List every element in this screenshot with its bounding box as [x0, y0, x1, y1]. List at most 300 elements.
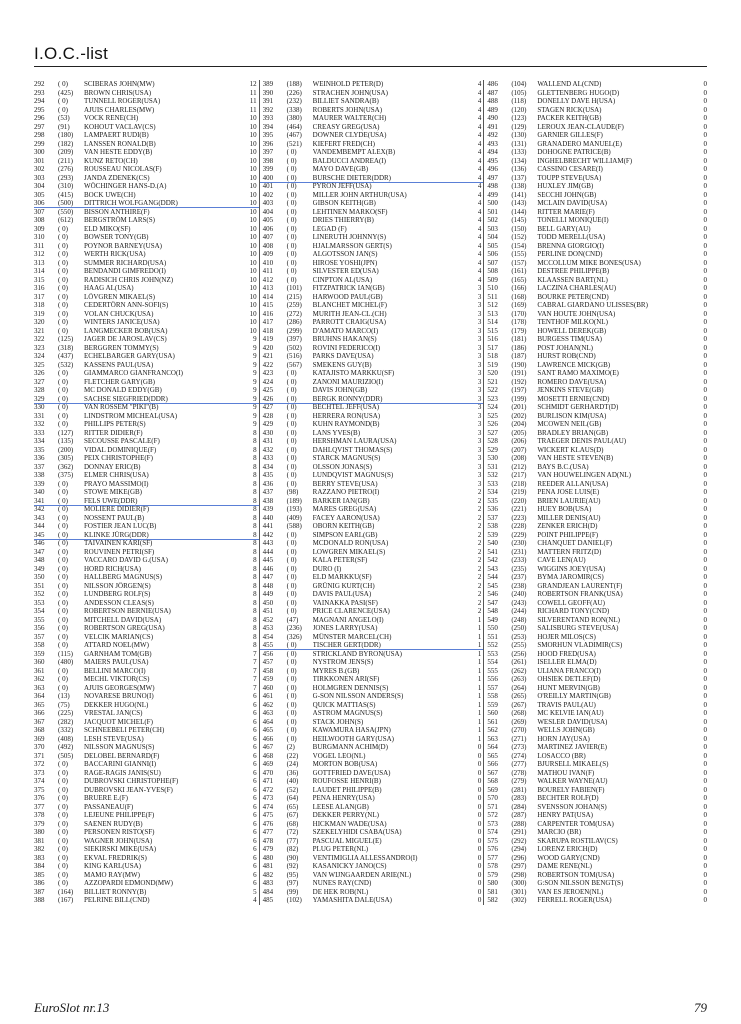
ranking-rank: 580 — [487, 879, 498, 887]
ranking-row — [263, 250, 482, 259]
ranking-rank: 358 — [34, 641, 45, 649]
ranking-name: VIDAL DOMINIQUE(F) — [84, 445, 157, 454]
ranking-name: KLAASSEN BART(NL) — [537, 275, 608, 284]
ranking-score: 8 — [253, 581, 257, 590]
ranking-row — [263, 199, 482, 208]
ranking-rank: 352 — [34, 590, 45, 598]
ranking-score: 0 — [477, 760, 482, 768]
ranking-name: VAINAKKA PASI(SF) — [312, 598, 378, 607]
ranking-row — [263, 89, 482, 98]
ranking-prev: ( 0) — [286, 658, 297, 666]
ranking-prev: (464) — [286, 122, 302, 131]
ranking-row — [34, 131, 257, 140]
ranking-score: 8 — [253, 445, 257, 454]
ranking-score: 3 — [477, 403, 482, 411]
ranking-row — [487, 123, 707, 132]
ranking-score: 0 — [703, 165, 707, 173]
ranking-row — [263, 463, 482, 472]
ranking-prev: (267) — [511, 700, 527, 709]
ranking-row — [263, 633, 482, 642]
ranking-row — [263, 488, 482, 497]
ranking-rank: 574 — [487, 828, 498, 836]
ranking-prev: (269) — [511, 717, 527, 726]
ranking-score: 8 — [253, 437, 257, 445]
ranking-rank: 581 — [487, 887, 498, 896]
ranking-row — [34, 658, 257, 667]
ranking-score: 0 — [703, 726, 707, 734]
ranking-prev: (134) — [511, 156, 527, 165]
ranking-score: 3 — [477, 462, 482, 471]
ranking-row — [487, 726, 707, 735]
ranking-name: KING KARL(USA) — [84, 862, 141, 870]
ranking-rank: 365 — [34, 700, 45, 709]
ranking-row — [263, 599, 482, 608]
ranking-rank: 410 — [262, 258, 274, 267]
ranking-row — [263, 879, 482, 888]
ranking-score: 6 — [253, 726, 257, 734]
ranking-prev: (298) — [511, 870, 527, 879]
ranking-row — [34, 361, 257, 370]
ranking-rank: 351 — [34, 581, 45, 590]
ranking-score: 0 — [703, 649, 707, 658]
ranking-rank: 487 — [487, 88, 498, 97]
ranking-name: PARKS DAVE(USA) — [312, 352, 374, 360]
ranking-prev: ( 0) — [286, 641, 297, 649]
ranking-rank: 495 — [487, 156, 498, 165]
ranking-row — [487, 786, 707, 795]
ranking-prev: (133) — [511, 148, 527, 156]
ranking-prev: ( 0) — [58, 794, 68, 802]
ranking-row — [34, 650, 257, 659]
ranking-prev: (191) — [511, 369, 527, 377]
ranking-rank: 503 — [487, 224, 498, 233]
ranking-rank: 349 — [34, 564, 45, 573]
ranking-name: VANDEMBEMPT ALEX(B) — [312, 148, 396, 156]
ranking-name: BURSCHE DIETER(DDR) — [312, 173, 392, 182]
ranking-rank: 367 — [34, 717, 45, 726]
ranking-score: 1 — [477, 632, 482, 641]
ranking-name: BISSON ANTHIRE(F) — [84, 207, 150, 216]
ranking-row — [34, 89, 257, 98]
ranking-name: HOLMGREN DENNIS(S) — [312, 683, 389, 692]
ranking-row — [34, 735, 257, 744]
ranking-row — [487, 735, 707, 744]
ranking-rank: 323 — [34, 343, 45, 352]
ranking-rank: 462 — [262, 700, 274, 709]
ranking-name: INGHELBRECHT WILLIAM(F) — [537, 156, 633, 165]
ranking-rank: 299 — [34, 139, 45, 148]
ranking-name: BECHTER ROLF(D) — [537, 794, 599, 802]
ranking-name: HARWOOD PAUL(GB) — [312, 292, 383, 301]
ranking-name: BOWSER TONY(GB) — [84, 233, 149, 241]
ranking-prev: (480) — [58, 658, 74, 666]
ranking-score: 6 — [253, 879, 257, 887]
ranking-rank: 528 — [487, 437, 498, 445]
ranking-prev: (235) — [511, 564, 527, 573]
ranking-row — [34, 624, 257, 633]
ranking-row — [487, 505, 707, 514]
highlight-line — [260, 182, 484, 183]
ranking-rank: 304 — [34, 182, 45, 190]
ranking-score: 0 — [703, 352, 707, 360]
ranking-name: STARCK MAGNUS(S) — [312, 454, 381, 462]
ranking-score: 10 — [249, 156, 257, 165]
ranking-score: 6 — [253, 777, 257, 785]
ranking-name: MCLAIN DAVID(USA) — [537, 199, 608, 207]
ranking-name: GLETTENBERG HUGO(D) — [537, 88, 620, 97]
ranking-prev: (178) — [511, 318, 527, 326]
ranking-rank: 461 — [262, 692, 274, 700]
ranking-name: COWELL GEOFF(AU) — [537, 598, 605, 607]
ranking-prev: (218) — [511, 479, 527, 488]
ranking-rank: 507 — [487, 258, 498, 267]
ranking-score: 0 — [703, 199, 707, 207]
ranking-row — [487, 633, 707, 642]
ranking-prev: (123) — [511, 114, 527, 122]
ranking-name: VAN HESTE EDDY(B) — [84, 148, 153, 156]
ranking-name: PENA HENRY(USA) — [312, 794, 375, 802]
ranking-score: 0 — [703, 173, 707, 182]
ranking-row — [487, 140, 707, 149]
ranking-score: 0 — [703, 97, 707, 105]
ranking-rank: 381 — [34, 836, 45, 845]
ranking-name: GOTTFRIED DAVE(USA) — [312, 768, 391, 777]
ranking-name: KLINKE JÜRG(DDR) — [84, 530, 149, 539]
ranking-prev: (118) — [511, 97, 527, 105]
ranking-score: 10 — [249, 216, 257, 224]
ranking-score: 3 — [477, 428, 482, 437]
ranking-prev: (263) — [511, 675, 527, 683]
ranking-name: FITZPATRICK IAN(GB) — [312, 284, 385, 292]
ranking-score: 4 — [477, 207, 482, 216]
ranking-score: 2 — [477, 590, 482, 598]
ranking-score: 4 — [253, 896, 257, 904]
ranking-rank: 548 — [487, 607, 498, 615]
ranking-rank: 456 — [262, 649, 274, 658]
ranking-score: 4 — [477, 258, 482, 267]
ranking-name: ULIANA FRANCO(I) — [537, 666, 601, 675]
ranking-name: PYRON JEFF(USA) — [312, 182, 372, 190]
ranking-prev: (90) — [286, 853, 299, 862]
ranking-row — [34, 233, 257, 242]
ranking-score: 4 — [477, 122, 482, 131]
ranking-name: SECOUSSE PASCALE(F) — [84, 437, 160, 445]
ranking-row — [487, 89, 707, 98]
ranking-rank: 292 — [34, 80, 45, 88]
ranking-score: 2 — [477, 573, 482, 581]
ranking-prev: (223) — [511, 513, 527, 522]
ranking-name: STRICKLAND BYRON(USA) — [312, 649, 402, 658]
ranking-name: DOHOGNE PATRICE(B) — [537, 148, 611, 156]
ranking-prev: ( 0) — [58, 275, 68, 284]
ranking-score: 1 — [477, 692, 482, 700]
ranking-name: VOCK RENE(CH) — [84, 114, 139, 122]
ranking-score: 6 — [253, 811, 257, 819]
ranking-prev: (188) — [286, 80, 302, 88]
ranking-rank: 551 — [487, 632, 498, 641]
ranking-rank: 473 — [262, 794, 274, 802]
ranking-name: WIGGINS JOEY(USA) — [537, 564, 606, 573]
ranking-name: BJURSELL MIKAEL(S) — [537, 760, 609, 768]
ranking-rank: 346 — [34, 539, 45, 547]
ranking-name: MC KELVIE IAN(AU) — [537, 709, 604, 717]
ranking-rank: 339 — [34, 479, 45, 488]
ranking-prev: (375) — [58, 471, 74, 479]
ranking-name: PERSONEN RISTO(SF) — [84, 828, 155, 836]
ranking-score: 10 — [249, 309, 257, 318]
ranking-row — [34, 165, 257, 174]
ranking-prev: (36) — [286, 768, 299, 777]
ranking-prev: (211) — [58, 156, 73, 165]
ranking-prev: ( 0) — [58, 403, 68, 411]
ranking-rank: 496 — [487, 165, 498, 173]
ranking-name: ROBERTSON BERNIE(USA) — [84, 607, 171, 615]
ranking-score: 0 — [703, 420, 707, 428]
ranking-row — [487, 582, 707, 591]
ranking-row — [263, 896, 482, 905]
ranking-name: WALKER WAYNE(AU) — [537, 777, 608, 785]
ranking-prev: ( 0) — [58, 292, 68, 301]
ranking-prev: (180) — [58, 131, 74, 139]
ranking-rank: 489 — [487, 105, 498, 114]
ranking-rank: 375 — [34, 785, 45, 794]
ranking-rank: 490 — [487, 114, 498, 122]
ranking-score: 0 — [703, 105, 707, 114]
ranking-prev: (207) — [511, 445, 527, 454]
ranking-name: STRACHEN JOHN(USA) — [312, 88, 388, 97]
ranking-prev: ( 0) — [286, 556, 297, 564]
ranking-name: VOGEL LEO(NL) — [312, 751, 366, 760]
ranking-rank: 501 — [487, 207, 498, 216]
ranking-name: VAN HOUWELINGEN AD(NL) — [537, 471, 631, 479]
ranking-name: CASSINO CESARE(I) — [537, 165, 603, 173]
ranking-name: RAGE-RAGIS JANIS(SU) — [84, 768, 161, 777]
ranking-prev: ( 0) — [286, 148, 297, 156]
ranking-name: SALISBURG STEVE(USA) — [537, 624, 619, 632]
page-title: I.O.C.-list — [34, 44, 109, 63]
ranking-score: 8 — [253, 598, 257, 607]
ranking-score: 8 — [253, 479, 257, 488]
ranking-column-2 — [260, 80, 485, 905]
highlight-line — [260, 649, 484, 650]
ranking-rank: 374 — [34, 777, 45, 785]
ranking-row — [263, 709, 482, 718]
ranking-row — [34, 701, 257, 710]
ranking-name: DAHLQVIST THOMAS(S) — [312, 445, 393, 454]
ranking-name: PRICE CLARENCE(USA) — [312, 607, 390, 615]
ranking-name: BRENNA GIORGIO(I) — [537, 241, 605, 250]
ranking-name: VENTIMIGLIA ALLESSANDRO(I) — [312, 853, 418, 862]
ranking-name: LORENZ ERICH(D) — [537, 845, 598, 853]
ranking-name: QUICK MATTIAS(S) — [312, 700, 376, 709]
ranking-row — [263, 208, 482, 217]
ranking-prev: (296) — [511, 853, 527, 862]
ranking-score: 0 — [703, 564, 707, 573]
ranking-rank: 555 — [487, 666, 498, 675]
ranking-name: DUBROVSKI CHRISTOPHE(F) — [84, 777, 179, 785]
ranking-prev: (255) — [511, 641, 527, 649]
ranking-prev: (91) — [58, 122, 70, 131]
ranking-name: HORD RICH(USA) — [84, 564, 141, 573]
ranking-score: 4 — [477, 173, 482, 182]
ranking-prev: (380) — [286, 114, 302, 122]
ranking-row — [263, 80, 482, 89]
ranking-rank: 494 — [487, 148, 498, 156]
ranking-name: ROBERTSON TOM(USA) — [537, 870, 615, 879]
ranking-row — [34, 114, 257, 123]
ranking-rank: 422 — [262, 360, 274, 369]
ranking-score: 10 — [249, 233, 257, 241]
ranking-name: LAUDET PHILIPPE(B) — [312, 785, 382, 794]
ranking-rank: 564 — [487, 743, 498, 751]
ranking-name: MAGNANI ANGELO(I) — [312, 615, 384, 624]
ranking-prev: ( 0) — [58, 564, 68, 573]
ranking-row — [487, 446, 707, 455]
ranking-rank: 536 — [487, 505, 498, 513]
ranking-rank: 310 — [34, 233, 45, 241]
ranking-row — [263, 786, 482, 795]
ranking-row — [487, 259, 707, 268]
ranking-score: 4 — [477, 139, 482, 148]
ranking-name: DOWNER CLYDE(USA) — [312, 131, 387, 139]
ranking-name: MARCIO (BR) — [537, 828, 582, 836]
ranking-row — [487, 896, 707, 905]
ranking-score: 0 — [703, 394, 707, 403]
ranking-rank: 523 — [487, 394, 498, 403]
ranking-rank: 429 — [262, 420, 274, 428]
ranking-name: HUEY BOB(USA) — [537, 505, 592, 513]
ranking-prev: (505) — [58, 751, 74, 760]
ranking-name: MAMO RAY(MW) — [84, 870, 140, 879]
ranking-name: MAYO DAVE(GB) — [312, 165, 369, 173]
ranking-name: ALGOTSSON JAN(S) — [312, 250, 378, 258]
ranking-name: BILLIET SANDRA(B) — [312, 97, 379, 105]
ranking-name: ASTROM MAGNUS(S) — [312, 709, 383, 717]
ranking-prev: (612) — [58, 216, 74, 224]
ranking-rank: 433 — [262, 454, 274, 462]
ranking-prev: ( 0) — [58, 224, 68, 233]
ranking-score: 0 — [703, 768, 707, 777]
ranking-name: HEILWOOTH GARY(USA) — [312, 734, 394, 743]
ranking-prev: ( 0) — [286, 717, 297, 726]
ranking-row — [34, 446, 257, 455]
ranking-prev: (65) — [286, 802, 299, 811]
ranking-score: 0 — [703, 641, 707, 649]
ranking-name: LANS YVES(B) — [312, 428, 361, 437]
ranking-rank: 465 — [262, 726, 274, 734]
ranking-prev: ( 0) — [286, 530, 297, 539]
ranking-prev: ( 0) — [58, 326, 68, 335]
ranking-prev: (104) — [511, 80, 527, 88]
ranking-prev: (179) — [511, 326, 527, 335]
ranking-prev: ( 0) — [58, 97, 68, 105]
ranking-rank: 511 — [487, 292, 498, 301]
ranking-rank: 578 — [487, 862, 498, 870]
ranking-score: 0 — [703, 760, 707, 768]
ranking-name: TRAVIS PAUL(AU) — [537, 700, 596, 709]
ranking-row — [487, 267, 707, 276]
ranking-name: HURST ROB(CND) — [537, 352, 596, 360]
ranking-row — [34, 726, 257, 735]
ranking-row — [263, 471, 482, 480]
ranking-name: PARROTT CRAIG(USA) — [312, 318, 386, 326]
ranking-prev: (144) — [511, 207, 527, 216]
ranking-prev: ( 0) — [286, 250, 297, 258]
ranking-rank: 454 — [262, 632, 274, 641]
ranking-row — [487, 488, 707, 497]
ranking-row — [487, 862, 707, 871]
ranking-row — [487, 80, 707, 89]
ranking-score: 2 — [477, 488, 482, 496]
ranking-row — [34, 871, 257, 880]
ranking-rank: 306 — [34, 199, 45, 207]
ranking-row — [34, 828, 257, 837]
ranking-rank: 385 — [34, 870, 45, 879]
ranking-prev: ( 0) — [286, 666, 297, 675]
ranking-rank: 332 — [34, 420, 45, 428]
ranking-prev: ( 0) — [286, 454, 297, 462]
ranking-name: RAZZANO PIETRO(I) — [312, 488, 380, 496]
ranking-name: RITTER DIDIER(F) — [84, 428, 143, 437]
ranking-prev: (220) — [511, 496, 527, 505]
ranking-name: GRANADERO MANUEL(E) — [537, 139, 622, 148]
ranking-score: 0 — [703, 301, 707, 309]
ranking-prev: (206) — [511, 437, 527, 445]
ranking-score: 1 — [477, 658, 482, 666]
ranking-score: 4 — [477, 156, 482, 165]
ranking-name: BACCARINI GIANNI(I) — [84, 760, 157, 768]
ranking-rank: 331 — [34, 411, 45, 420]
ranking-name: TISCHER GERT(DDR) — [312, 641, 381, 649]
ranking-prev: (98) — [286, 488, 299, 496]
ranking-row — [34, 641, 257, 650]
ranking-name: NYSTROM JENS(S) — [312, 658, 374, 666]
ranking-row — [487, 148, 707, 157]
ranking-row — [487, 879, 707, 888]
ranking-row — [34, 318, 257, 327]
ranking-rank: 467 — [262, 743, 274, 751]
ranking-rank: 440 — [262, 513, 274, 522]
ranking-score: 0 — [703, 131, 707, 139]
ranking-row — [34, 811, 257, 820]
ranking-prev: (120) — [511, 105, 527, 114]
ranking-row — [487, 437, 707, 446]
ranking-name: GIAMMARCO GIANFRANCO(I) — [84, 369, 183, 377]
ranking-score: 0 — [703, 505, 707, 513]
ranking-name: HORN JAY(USA) — [537, 734, 590, 743]
ranking-rank: 326 — [34, 369, 45, 377]
ranking-rank: 455 — [262, 641, 274, 649]
ranking-prev: (259) — [286, 301, 302, 309]
ranking-row — [34, 633, 257, 642]
ranking-name: BERRY STEVE(USA) — [312, 479, 378, 488]
ranking-row — [487, 471, 707, 480]
ranking-row — [487, 531, 707, 540]
ranking-score: 0 — [703, 513, 707, 522]
ranking-rank: 543 — [487, 564, 498, 573]
ranking-name: DAVIS JOHN(GB) — [312, 386, 368, 394]
ranking-score: 8 — [253, 615, 257, 624]
ranking-rank: 582 — [487, 896, 498, 904]
ranking-prev: ( 0) — [286, 700, 297, 709]
ranking-name: HALLBERG MAGNUS(S) — [84, 573, 162, 581]
ranking-prev: ( 0) — [286, 258, 297, 267]
ranking-score: 10 — [249, 173, 257, 182]
ranking-name: NUNES RAY(CND) — [312, 879, 372, 887]
ranking-prev: (237) — [511, 573, 527, 581]
ranking-row — [487, 412, 707, 421]
ranking-row — [263, 225, 482, 234]
